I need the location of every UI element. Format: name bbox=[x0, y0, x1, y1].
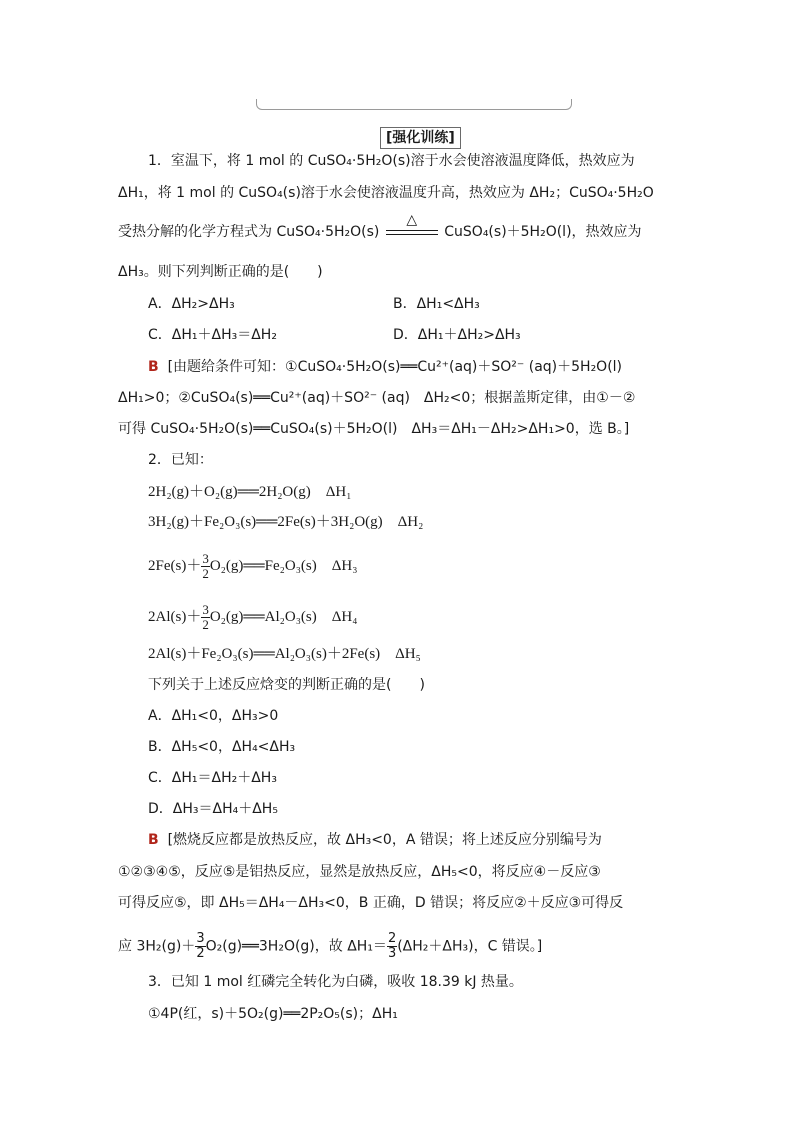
q2-explain-4-c: (ΔH₂＋ΔH₃)，C 错误。] bbox=[397, 938, 543, 955]
q1-equation-right: CuSO₄(s)＋5H₂O(l)，热效应为 bbox=[444, 224, 642, 240]
fraction-numerator: 2 bbox=[387, 931, 397, 946]
header-bracket bbox=[256, 99, 572, 110]
q2-question: 下列关于上述反应焓变的判断正确的是( ) bbox=[148, 677, 425, 693]
fraction-denominator: 2 bbox=[202, 566, 209, 581]
fraction-denominator: 2 bbox=[202, 617, 209, 632]
q3-line-2: ①4P(红，s)＋5O₂(g)══2P₂O₅(s)；ΔH₁ bbox=[148, 1006, 398, 1022]
q1-option-c: C．ΔH₁＋ΔH₃＝ΔH₂ bbox=[148, 327, 277, 343]
fraction-3-2 bbox=[201, 552, 210, 581]
q1-answer: B bbox=[148, 359, 159, 375]
q1-option-b: B．ΔH₁<ΔH₃ bbox=[393, 296, 480, 312]
q2-reaction-4-left: 2Al(s)＋ bbox=[148, 608, 202, 625]
q2-answer: B bbox=[148, 832, 159, 848]
q1-option-d: D．ΔH₁＋ΔH₂>ΔH₃ bbox=[393, 327, 521, 343]
q1-line-4: ΔH₃。则下列判断正确的是( ) bbox=[118, 264, 323, 280]
q2-explain-3: 可得反应⑤，即 ΔH₅＝ΔH₄－ΔH₃<0，B 正确，D 错误；将反应②＋反应③可得反 bbox=[118, 895, 624, 911]
q1-equation-left: 受热分解的化学方程式为 CuSO₄·5H₂O(s) bbox=[118, 224, 380, 240]
fraction-numerator: 3 bbox=[202, 602, 209, 617]
q2-explain-1-text: [燃烧反应都是放热反应，故 ΔH₃<0，A 错误；将上述反应分别编号为 bbox=[167, 832, 602, 848]
q2-reaction-3-left: 2Fe(s)＋ bbox=[148, 557, 202, 574]
q2-explain-2: ①②③④⑤，反应⑤是铝热反应，显然是放热反应，ΔH₅<0，将反应④－反应③ bbox=[118, 864, 601, 880]
fraction-numerator: 3 bbox=[202, 551, 209, 566]
q2-intro: 2．已知： bbox=[148, 452, 213, 468]
q3-line-1: 3．已知 1 mol 红磷完全转化为白磷，吸收 18.39 kJ 热量。 bbox=[148, 974, 523, 990]
q2-option-b: B．ΔH₅<0，ΔH₄<ΔH₃ bbox=[148, 739, 296, 755]
fraction-numerator: 3 bbox=[196, 931, 205, 946]
q2-reaction-2: 3H₂(g)＋Fe₂O₃(s)══2Fe(s)＋3H₂O(g) ΔH₂ bbox=[148, 514, 424, 530]
q2-option-d: D．ΔH₃＝ΔH₄＋ΔH₅ bbox=[148, 801, 278, 817]
q2-option-a: A．ΔH₁<0，ΔH₃>0 bbox=[148, 708, 279, 724]
heat-symbol: △ bbox=[406, 212, 418, 228]
fraction-denominator: 3 bbox=[387, 946, 397, 961]
q2-reaction-3 bbox=[148, 552, 357, 581]
q1-line-3 bbox=[118, 212, 642, 242]
fraction-2-3 bbox=[387, 932, 397, 961]
q2-reaction-5: 2Al(s)＋Fe₂O₃(s)══Al₂O₃(s)＋2Fe(s) ΔH₅ bbox=[148, 646, 421, 662]
q2-reaction-4-right: O₂(g)══Al₂O₃(s) ΔH₄ bbox=[209, 608, 358, 625]
q1-explain-1-text: [由题给条件可知：①CuSO₄·5H₂O(s)══Cu²⁺(aq)＋SO²⁻ (aq)＋5H₂O(l) bbox=[167, 359, 623, 375]
q2-explain-4-b: O₂(g)══3H₂O(g)，故 ΔH₁＝ bbox=[205, 938, 387, 955]
fraction-3-2 bbox=[195, 932, 205, 961]
q2-option-c: C．ΔH₁＝ΔH₂＋ΔH₃ bbox=[148, 770, 277, 786]
fraction-3-2 bbox=[201, 603, 210, 632]
q1-explain-3: 可得 CuSO₄·5H₂O(s)══CuSO₄(s)＋5H₂O(l) ΔH₃＝ΔH₁－ΔH₂>ΔH₁>0，选 B。] bbox=[118, 421, 630, 437]
q2-explain-1 bbox=[148, 830, 602, 850]
section-title: [强化训练] bbox=[380, 127, 461, 149]
q2-explain-4-a: 应 3H₂(g)＋ bbox=[118, 938, 196, 955]
q1-option-a: A．ΔH₂>ΔH₃ bbox=[148, 296, 235, 312]
q2-reaction-4 bbox=[148, 603, 357, 632]
q2-reaction-1: 2H₂(g)＋O₂(g)══2H₂O(g) ΔH₁ bbox=[148, 484, 352, 500]
q1-explain-2: ΔH₁>0；②CuSO₄(s)══Cu²⁺(aq)＋SO²⁻ (aq) ΔH₂<0；根据盖斯定律，由①－② bbox=[118, 390, 636, 406]
q2-reaction-3-right: O₂(g)══Fe₂O₃(s) ΔH₃ bbox=[209, 557, 358, 574]
q1-explain-1 bbox=[148, 357, 622, 377]
q1-line-1: 1．室温下，将 1 mol 的 CuSO₄·5H₂O(s)溶于水会使溶液温度降低，热效应为 bbox=[148, 153, 635, 169]
fraction-denominator: 2 bbox=[196, 946, 205, 961]
q2-explain-4 bbox=[118, 932, 542, 961]
q1-line-2: ΔH₁，将 1 mol 的 CuSO₄(s)溶于水会使溶液温度升高，热效应为 ΔH₂；CuSO₄·5H₂O bbox=[118, 185, 654, 201]
heating-arrow bbox=[384, 212, 440, 242]
